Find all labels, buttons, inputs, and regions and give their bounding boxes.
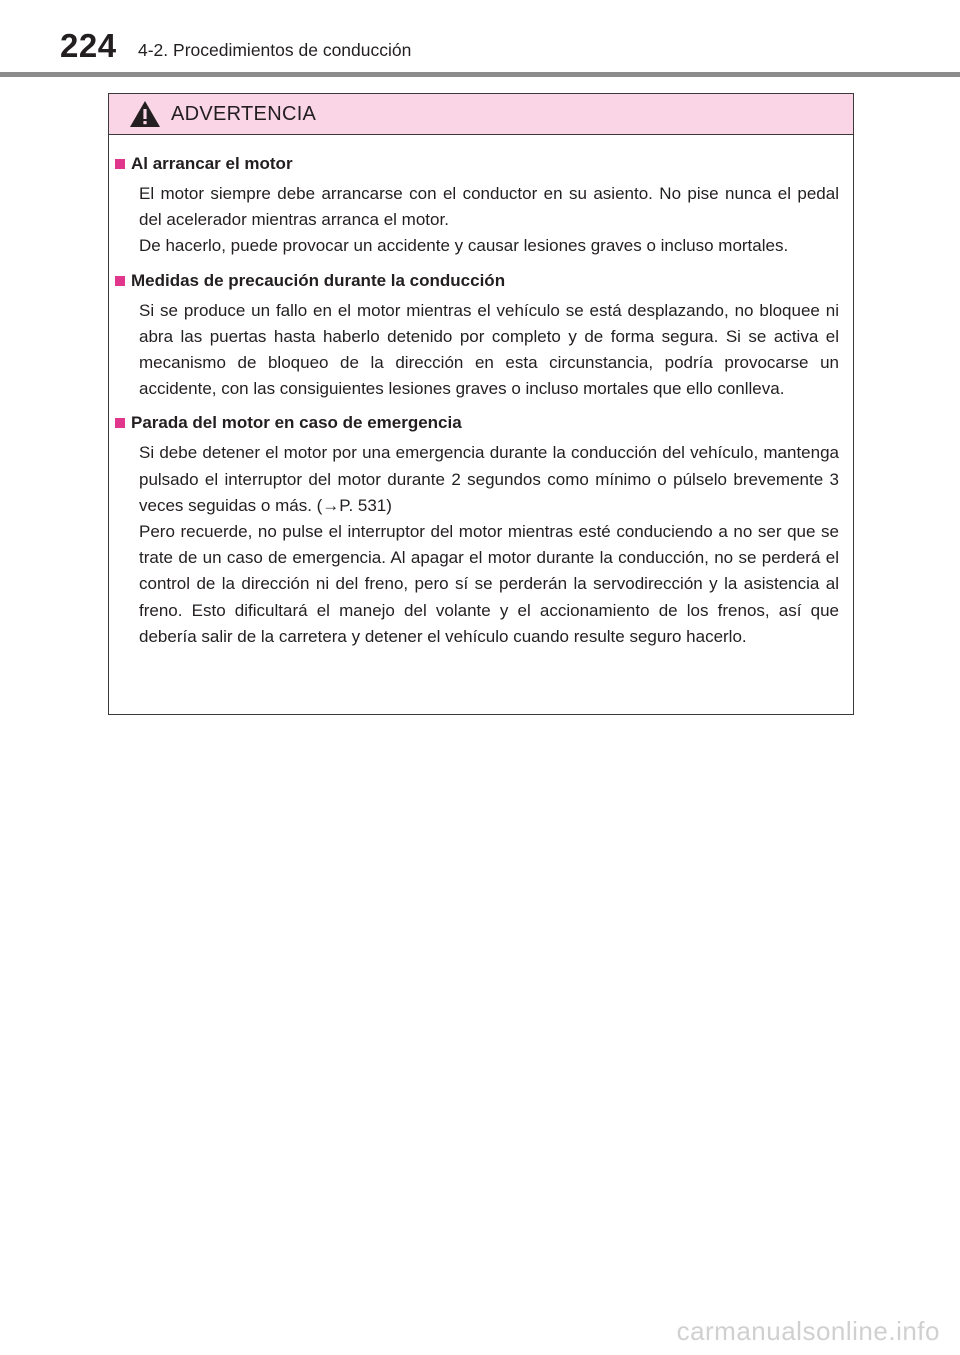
page-number: 224 (60, 27, 117, 64)
square-bullet-icon (115, 418, 125, 428)
warning-item-heading (115, 151, 839, 177)
item-paragraph: Si se produce un fallo en el motor mientras el vehículo se está desplazando, no bloquee ni abra las puertas hasta haberlo detenido por completo y de forma segura. Si se activa el mecanismo de bloqueo de la dirección en esta circunstancia, podría provocarse un accidente, con las consiguientes lesiones graves o incluso mortales que ello conlleva. (139, 300, 839, 399)
warning-title: ADVERTENCIA (171, 103, 317, 125)
item-paragraph: Pero recuerde, no pulse el interruptor del motor mientras esté conduciendo a no ser que se trate de un caso de emergencia. Al apagar el motor durante la conducción, no se perderá el control de la dirección ni del freno, pero sí se perderán la servodirección y la asistencia al freno. Esto dificultará el manejo del volante y el accionamiento de los frenos, así que debería salir de la carretera y detener el vehículo cuando resulte seguro hacerlo. (139, 522, 839, 646)
warning-triangle-icon (129, 100, 161, 128)
header-divider (0, 72, 960, 77)
warning-item-heading (115, 410, 839, 436)
square-bullet-icon (115, 276, 125, 286)
page-header (0, 0, 960, 78)
warning-box (108, 93, 854, 715)
warning-body (109, 135, 853, 650)
item-heading-text: Medidas de precaución durante la conducción (131, 270, 506, 290)
section-title: 4-2. Procedimientos de conducción (138, 40, 412, 60)
item-heading-text: Parada del motor en caso de emergencia (131, 413, 462, 433)
item-paragraph: De hacerlo, puede provocar un accidente y causar lesiones graves o incluso mortales. (139, 236, 789, 256)
item-paragraph: Si debe detener el motor por una emergencia durante la conducción del vehículo, mantenga pulsado el interruptor del motor durante 2 segundos como mínimo o púlselo brevemente 3 veces seguidas o más. (→P. 531) (139, 443, 839, 515)
item-paragraph: El motor siempre debe arrancarse con el conductor en su asiento. No pise nunca el pedal del acelerador mientras arranca el motor. (139, 184, 839, 230)
item-heading-text: Al arrancar el motor (131, 154, 293, 173)
square-bullet-icon (115, 159, 125, 169)
warning-item-heading (115, 268, 839, 294)
warning-header (109, 94, 853, 135)
watermark: carmanualsonline.info (676, 1316, 940, 1346)
